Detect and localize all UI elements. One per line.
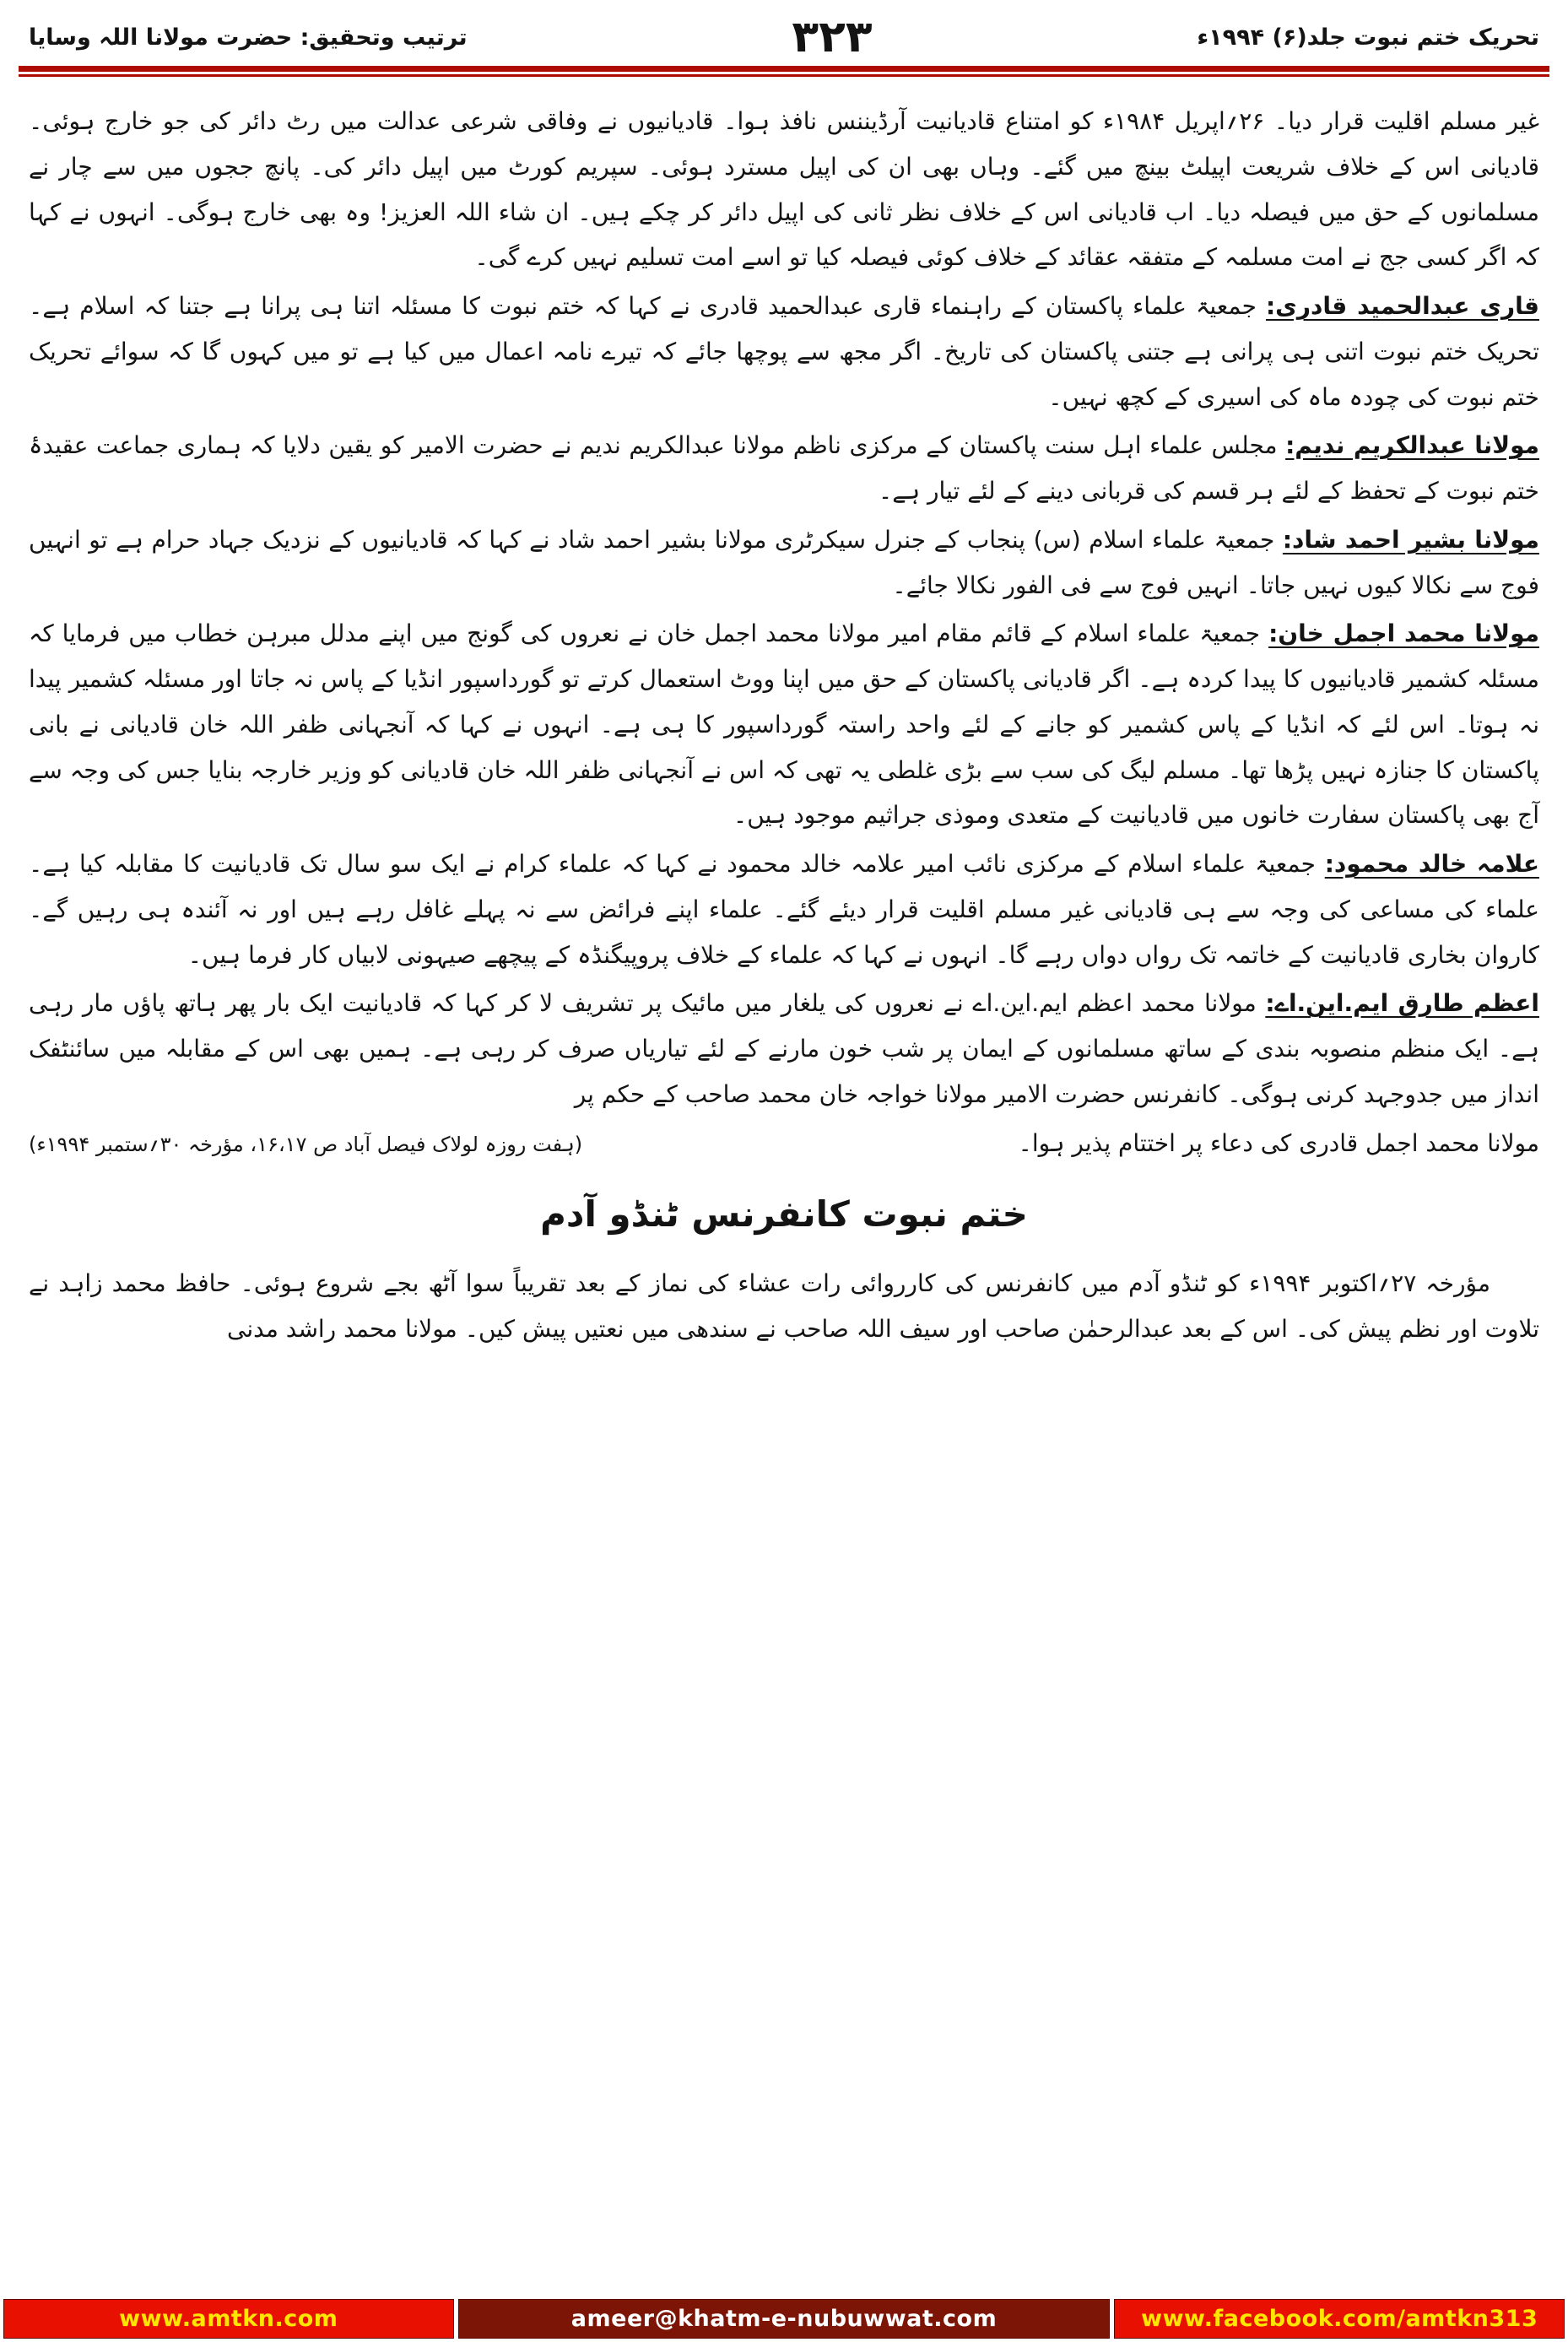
paragraph-court-ruling: [29, 99, 1539, 280]
paragraph-maulana-muhammad-ajmal-khan: [29, 611, 1539, 838]
paragraph-azam-tariq-mna: [29, 981, 1539, 1117]
conference-heading: ختم نبوت کانفرنس ٹنڈو آدم: [540, 1193, 1028, 1236]
page-header: [0, 0, 1568, 66]
paragraph-text: مجلس علماء اہل سنت پاکستان کے مرکزی ناظم مولانا عبدالکریم ندیم نے حضرت الامیر کو یقین دلایا کہ ہماری جماعت عقیدۂ ختم نبوت کے تحفظ کے لئے ہر قسم کی قربانی دینے کے لئے تیار ہے۔: [29, 431, 1539, 505]
source-citation: (ہفت روزہ لولاک فیصل آباد ص ۱۶،۱۷، مؤرخہ ۳۰؍ستمبر ۱۹۹۴ء): [29, 1132, 583, 1156]
paragraph-text: غیر مسلم اقلیت قرار دیا۔ ۲۶؍اپریل ۱۹۸۴ء کو امتناع قادیانیت آرڈیننس نافذ ہوا۔ قادیانیوں نے وفاقی شرعی عدالت میں رٹ دائر کی جو خارج ہوئی۔ قادیانی اس کے خلاف شریعت اپیلٹ بینچ میں گئے۔ وہاں بھی ان کی اپیل مسترد ہوئی۔ سپریم کورٹ میں اپیل دائر کی۔ پانچ ججوں میں سے چار نے مسلمانوں کے حق میں فیصلہ دیا۔ اب قادیانی اس کے خلاف نظر ثانی کی اپیل دائر کر چکے ہیں۔ ان شاء اللہ العزیز! وہ بھی خارج ہوگی۔ انہوں نے کہا کہ اگر کسی جج نے امت مسلمہ کے متفقہ عقائد کے خلاف کوئی فیصلہ کیا تو اسے امت تسلیم نہیں کرے گی۔: [29, 107, 1539, 272]
header-credit: ترتیب وتحقیق: حضرت مولانا اللہ وسایا: [29, 24, 468, 51]
paragraph-maulana-abdul-karim-nadeem: [29, 423, 1539, 514]
paragraph-allama-khalid-mahmood: [29, 841, 1539, 977]
footer-url-amtkn: www.amtkn.com: [3, 2299, 454, 2339]
speaker-heading: اعظم طارق ایم.این.اے:: [1265, 989, 1539, 1018]
paragraph-tail-text: مولانا محمد اجمل قادری کی دعاء پر اختتام پذیر ہوا۔: [1018, 1128, 1539, 1157]
speaker-heading: مولانا محمد اجمل خان:: [1268, 619, 1539, 648]
paragraph-text: مولانا محمد اعظم ایم.این.اے نے نعروں کی یلغار میں مائیک پر تشریف لا کر کہا کہ قادیانیت ایک بار پھر ہاتھ پاؤں مار رہی ہے۔ ایک منظم منصوبہ بندی کے ساتھ مسلمانوں کے ایمان پر شب خون مارنے کے لئے تیاریاں صرف کر رہی ہے۔ ہمیں بھی اس کے مقابلہ میں سائنٹفک انداز میں جدوجہد کرنی ہوگی۔ کانفرنس حضرت الامیر مولانا خواجہ خان محمد صاحب کے حکم پر: [29, 989, 1539, 1108]
page-footer: [0, 2296, 1568, 2342]
speaker-heading: قاری عبدالحمید قادری:: [1265, 292, 1540, 320]
paragraph-text: جمعیۃ علماء اسلام کے مرکزی نائب امیر علامہ خالد محمود نے کہا کہ علماء کرام نے ایک سو سال تک قادیانیت کا مقابلہ کیا ہے۔ علماء کی مساعی کی وجہ سے ہی قادیانی غیر مسلم اقلیت قرار دیئے گئے۔ علماء اپنے فرائض سے نہ پہلے غافل رہے ہیں اور نہ آئندہ ہی رہیں گے۔ کاروان بخاری قادیانیت کے خاتمہ تک رواں دواں رہے گا۔ انہوں نے کہا کہ علماء کے خلاف پروپیگنڈہ کے پیچھے صیہونی لابیاں کار فرما ہیں۔: [29, 850, 1539, 969]
paragraph-tando-adam-conference: [29, 1261, 1539, 1352]
paragraph-text: مؤرخہ ۲۷؍اکتوبر ۱۹۹۴ء کو ٹنڈو آدم میں کانفرنس کی کارروائی رات عشاء کی نماز کے بعد تقریباً سوا آٹھ بجے شروع ہوئی۔ حافظ محمد زاہد نے تلاوت اور نظم پیش کی۔ اس کے بعد عبدالرحمٰن صاحب اور سیف اللہ صاحب نے سندھی میں نعتیں پیش کیں۔ مولانا محمد راشد مدنی: [29, 1268, 1539, 1343]
paragraph-text: جمعیۃ علماء پاکستان کے راہنماء قاری عبدالحمید قادری نے کہا کہ ختم نبوت کا مسئلہ اتنا ہی پرانا ہے جتنا کہ اسلام ہے۔ تحریک ختم نبوت اتنی ہی پرانی ہے جتنی پاکستان کی تاریخ۔ اگر مجھ سے پوچھا جائے کہ تیرے نامہ اعمال میں کیا ہے تو میں کہوں گا کہ سوائے تحریک ختم نبوت کی چودہ ماہ کی اسیری کے کچھ نہیں۔: [29, 292, 1539, 411]
footer-email-address: ameer@khatm-e-nubuwwat.com: [458, 2299, 1111, 2339]
speaker-heading: مولانا بشیر احمد شاد:: [1282, 525, 1540, 554]
header-rule-thick: [19, 66, 1549, 72]
footer-url-facebook: www.facebook.com/amtkn313: [1114, 2299, 1565, 2339]
paragraph-text: جمعیۃ علماء اسلام کے قائم مقام امیر مولانا محمد اجمل خان نے نعروں کی گونج میں اپنے مدلل مبرہن خطاب میں فرمایا کہ مسئلہ کشمیر قادیانیوں کا پیدا کردہ ہے۔ اگر قادیانی پاکستان کے حق میں اپنا ووٹ استعمال کرتے تو گورداسپور انڈیا کے پاس نہ جاتا اور مسئلہ کشمیر پیدا نہ ہوتا۔ اس لئے کہ انڈیا کے پاس کشمیر کو جانے کے لئے واحد راستہ گورداسپور کا ہی ہے۔ انہوں نے کہا کہ آنجہانی ظفر اللہ خان قادیانی نے بانی پاکستان کا جنازہ نہیں پڑھا تھا۔ مسلم لیگ کی سب سے بڑی غلطی یہ تھی کہ اس نے آنجہانی ظفر اللہ خان قادیانی کو وزیر خارجہ بنایا جس کی وجہ سے آج بھی پاکستان سفارت خانوں میں قادیانیت کے متعدی وموذی جراثیم موجود ہیں۔: [29, 619, 1539, 830]
page-number: ۳۲۳: [792, 12, 873, 62]
page-content: [0, 77, 1568, 2237]
paragraph-qari-abdul-hameed-qadri: [29, 284, 1539, 419]
paragraph-text: جمعیۃ علماء اسلام (س) پنجاب کے جنرل سیکرٹری مولانا بشیر احمد شاد نے کہا کہ قادیانیوں کے نزدیک جہاد حرام ہے تو انہیں فوج سے نکالا کیوں نہیں جاتا۔ انہیں فوج سے فی الفور نکالا جائے۔: [29, 525, 1539, 599]
book-title: تحریک ختم نبوت جلد(۶) ۱۹۹۴ء: [1197, 24, 1539, 51]
speaker-heading: علامہ خالد محمود:: [1324, 850, 1539, 878]
speaker-heading: مولانا عبدالکریم ندیم:: [1285, 431, 1539, 460]
paragraph-ending-line: [29, 1121, 1539, 1166]
paragraph-maulana-bashir-ahmad-shad: [29, 517, 1539, 608]
